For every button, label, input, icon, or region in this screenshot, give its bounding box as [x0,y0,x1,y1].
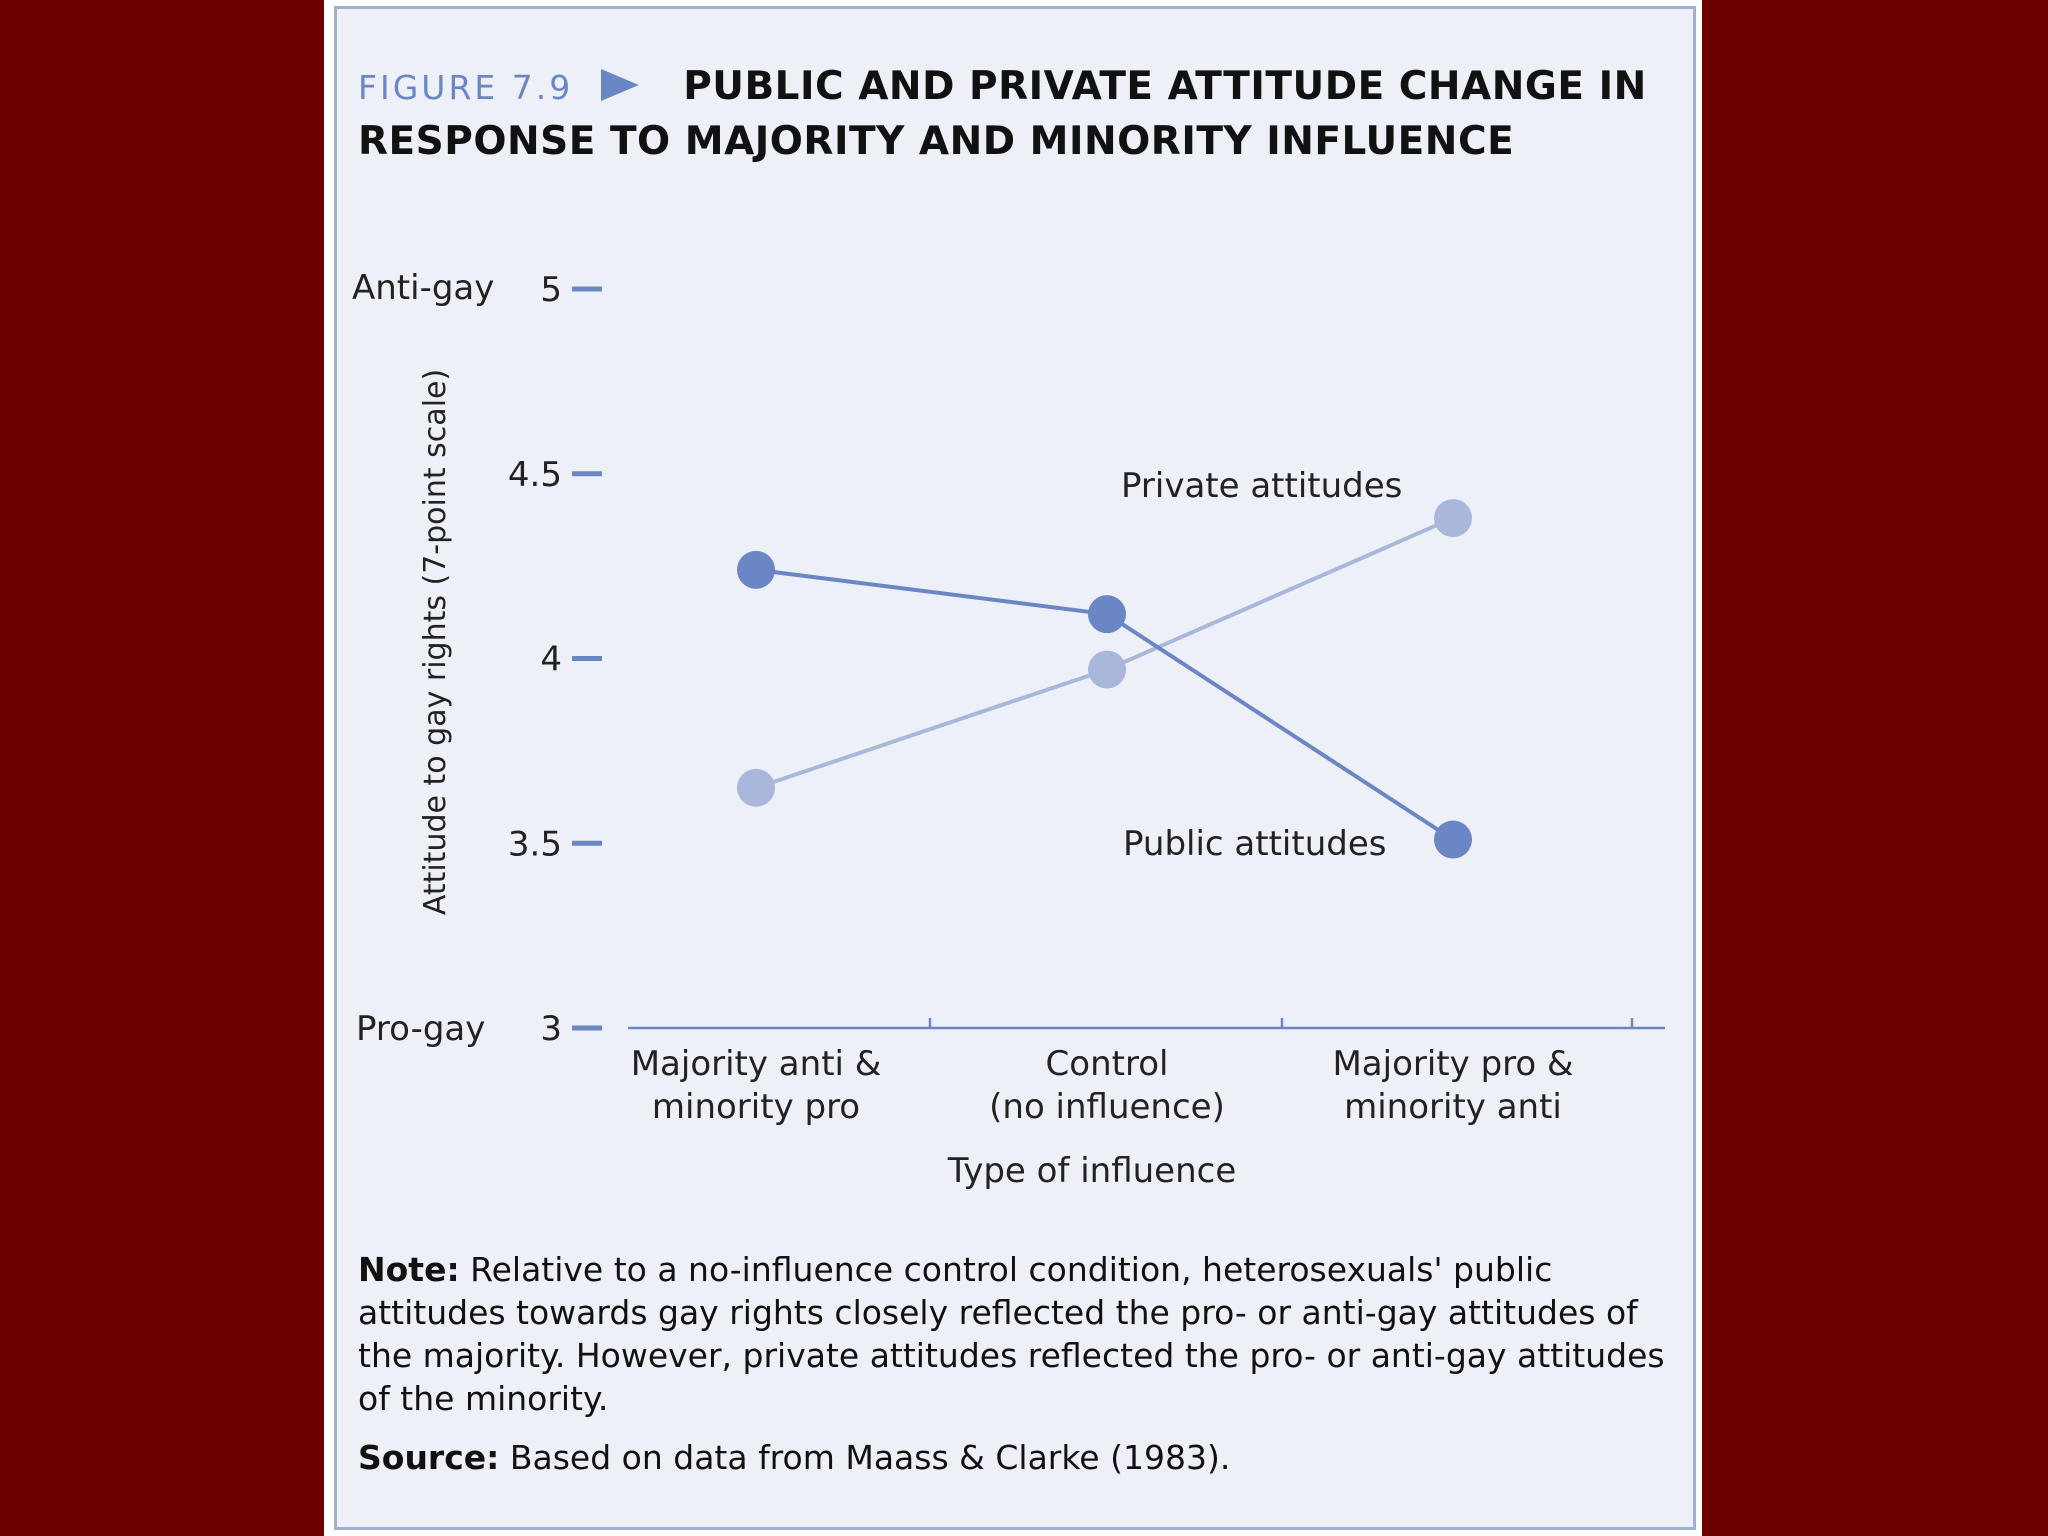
series-1-point-2 [1434,499,1472,537]
source-lead: Source: [358,1438,500,1477]
x-axis-title: Type of influence [947,1151,1237,1191]
x-category-label-2-line-0: Majority pro & [1332,1044,1574,1084]
x-category-label-0-line-1: minority pro [651,1087,861,1127]
note-lead: Note: [358,1250,460,1289]
y-end-label-top: Anti-gay [352,268,495,308]
y-tick-label-0: 3 [540,1009,562,1049]
x-category-label-2-line-1: minority anti [1344,1087,1562,1127]
y-tick-label-3: 4.5 [507,454,562,495]
series-0-point-0 [737,551,775,589]
note-text: Relative to a no-influence control condition, heterosexuals' public attitudes towards gay rights closely reflected the pro- or anti-gay attitudes of the majority. However, private attitudes reflected the pro- or anti-gay attitudes of the minority. [358,1250,1665,1418]
x-category-label-1-line-0: Control [1045,1044,1169,1084]
x-category-label-0-line-0: Majority anti & [630,1044,882,1084]
source-text: Based on data from Maass & Clarke (1983). [509,1438,1231,1477]
y-tick-label-2: 4 [540,639,562,680]
y-end-label-bottom: Pro-gay [356,1009,486,1049]
series-0-point-2 [1434,821,1472,859]
series-1-point-1 [1088,651,1126,689]
series-label-private: Private attitudes [1121,466,1403,506]
figure-source [358,1436,1678,1479]
series-1-point-0 [737,769,775,807]
y-tick-label-1: 3.5 [507,824,562,865]
figure-note [358,1248,1678,1420]
x-category-label-1-line-1: (no influence) [989,1087,1225,1127]
series-label-public: Public attitudes [1123,824,1387,864]
series-0-point-1 [1088,595,1126,633]
figure-label: FIGURE 7.9 [358,68,574,107]
figure-title-text: PUBLIC AND PRIVATE ATTITUDE CHANGE IN RESPONSE TO MAJORITY AND MINORITY INFLUENCE [358,64,1647,164]
y-axis-title: Attitude to gay rights (7-point scale) [418,368,453,916]
y-tick-label-4: 5 [540,270,562,310]
